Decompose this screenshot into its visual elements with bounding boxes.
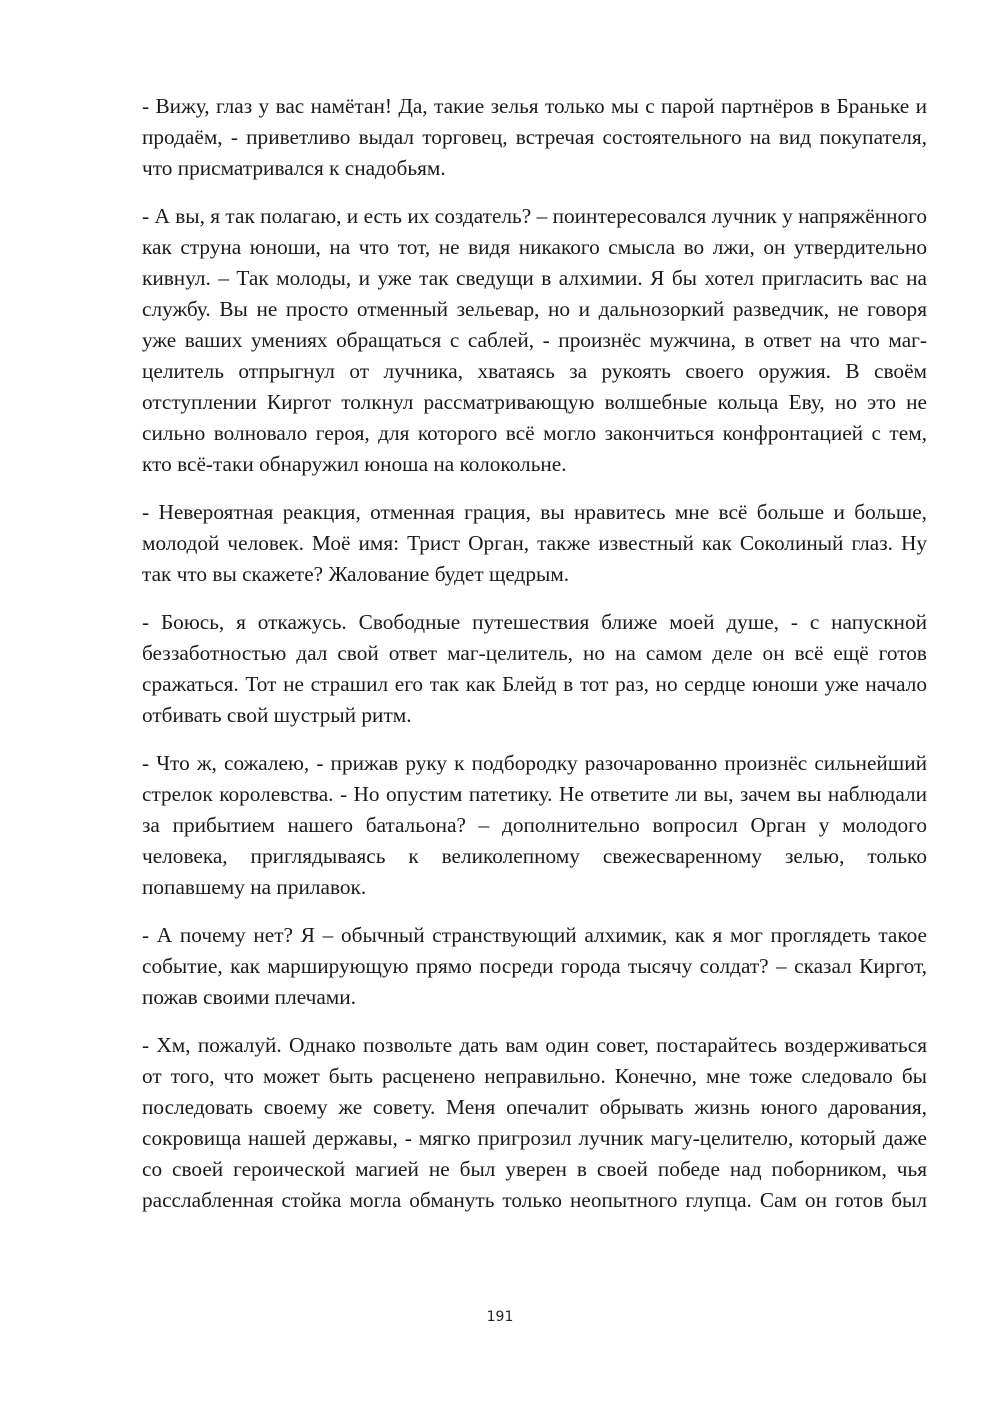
paragraph-2: - А вы, я так полагаю, и есть их создатель? – поинтересовался лучник у напряжённого как струна юноши, на что тот, не видя никакого смысла во лжи, он утвердительно кивнул. – Так молоды, и уже так сведущи в алхимии. Я бы хотел пригласить вас на службу. Вы не просто отменный зельевар, но и дальнозоркий разведчик, не говоря уже ваших умениях обращаться с саблей, - произнёс мужчина, в ответ на что маг-целитель отпрыгнул от лучника, хватаясь за рукоять своего оружия. В своём отступлении Киргот толкнул рассматривающую волшебные кольца Еву, но это не сильно волновало героя, для которого всё могло закончиться конфронтацией с тем, кто всё-таки обнаружил юноша на колокольне. [142,204,927,476]
paragraph-3: - Невероятная реакция, отменная грация, вы нравитесь мне всё больше и больше, молодой человек. Моё имя: Трист Орган, также известный как Соколиный глаз. Ну так что вы скажете? Жалование будет щедрым. [142,500,927,586]
page-body [142,91,927,1233]
paragraph-1: - Вижу, глаз у вас намётан! Да, такие зелья только мы с парой партнёров в Браньке и продаём, - приветливо выдал торговец, встречая состоятельного на вид покупателя, что присматривался к снадобьям. [142,94,927,180]
paragraph-7: - Хм, пожалуй. Однако позвольте дать вам один совет, постарайтесь воздерживаться от того, что может быть расценено неправильно. Конечно, мне тоже следовало бы последовать своему же совету. Меня опечалит обрывать жизнь юного дарования, сокровища нашей державы, - мягко пригрозил лучник магу-целителю, который даже со своей героической магией не был уверен в своей победе над поборником, чья расслабленная стойка могла обмануть только неопытного глупца. Сам он готов был [142,1033,927,1212]
page-number: 191 [486,1309,514,1325]
paragraph-6: - А почему нет? Я – обычный странствующий алхимик, как я мог проглядеть такое событие, как марширующую прямо посреди города тысячу солдат? – сказал Киргот, пожав своими плечами. [142,923,927,1009]
paragraph-4: - Боюсь, я откажусь. Свободные путешествия ближе моей душе, - с напускной беззаботностью дал свой ответ маг-целитель, но на самом деле он всё ещё готов сражаться. Тот не страшил его так как Блейд в тот раз, но сердце юноши уже начало отбивать свой шустрый ритм. [142,610,927,727]
paragraph-5: - Что ж, сожалею, - прижав руку к подбородку разочарованно произнёс сильнейший стрелок королевства. - Но опустим патетику. Не ответите ли вы, зачем вы наблюдали за прибытием нашего батальона? – дополнительно вопросил Орган у молодого человека, приглядываясь к великолепному свежесваренному зелью, только попавшему на прилавок. [142,751,927,899]
